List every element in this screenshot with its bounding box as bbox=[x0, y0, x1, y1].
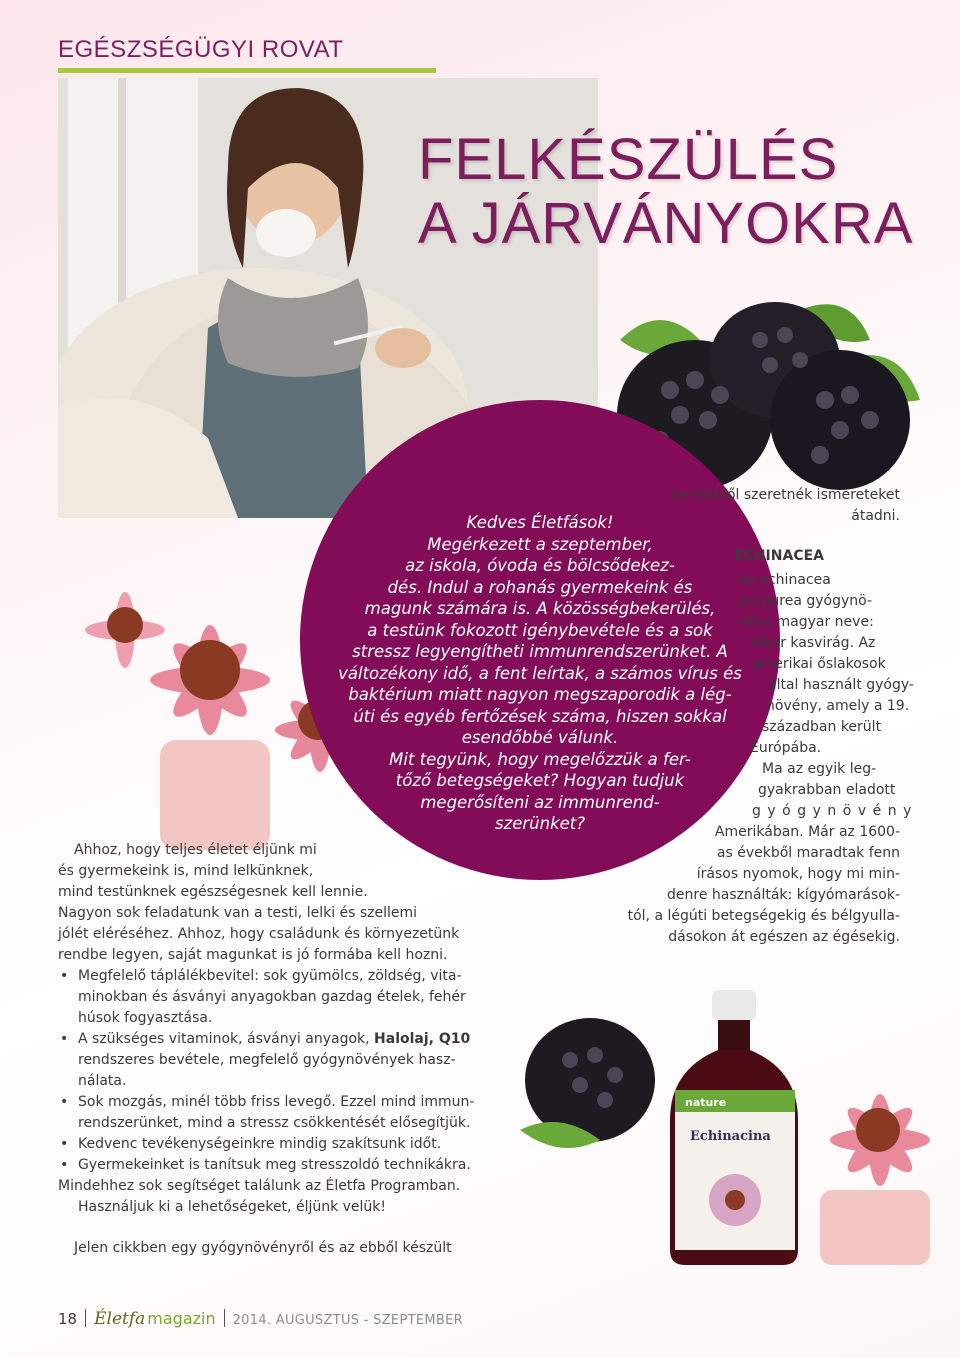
left-column-body bbox=[58, 840, 478, 966]
closing-line: Használjuk ki a lehetőségeket, éljünk velük! bbox=[78, 1199, 387, 1215]
tip-line: minokban és ásványi anyagokban gazdag ételek, fehér bbox=[78, 989, 466, 1005]
callout-line: szerünket? bbox=[494, 814, 586, 833]
callout-line: az iskola, óvoda és bölcsődekez- bbox=[405, 556, 675, 575]
rc-line: által használt gyógy- bbox=[768, 677, 914, 693]
rc-line: Ma az egyik leg- bbox=[762, 761, 877, 777]
tip-line: Megfelelő táplálékbevitel: sok gyümölcs, zöldség, vita- bbox=[78, 968, 462, 984]
tip-line bbox=[78, 1029, 488, 1050]
magazine-brand: Életfa bbox=[94, 1309, 146, 1329]
rc-line: dásokon át egészen az égésekig. bbox=[668, 929, 900, 945]
title-line-1: FELKÉSZÜLÉS bbox=[418, 127, 839, 192]
page-footer bbox=[58, 1306, 463, 1329]
tip-item bbox=[58, 966, 488, 1029]
bottle-brand: nature bbox=[685, 1096, 727, 1109]
footer-divider bbox=[224, 1309, 225, 1327]
rc-line: denre használták: kígyómarások- bbox=[667, 887, 900, 903]
rc-line: purpurea gyógynö- bbox=[738, 593, 873, 609]
tip-text: A szükséges vitaminok, ásványi anyagok, bbox=[78, 1031, 370, 1047]
tip-line: Kedvenc tevékenységeinkre mindig szakítsunk időt. bbox=[78, 1136, 442, 1152]
tip-line: nálata. bbox=[78, 1073, 127, 1089]
rc-line: amerikai őslakosok bbox=[752, 656, 886, 672]
body-line: rendbe legyen, saját magunkat is jó formába kell hozni. bbox=[58, 947, 448, 963]
bullet-icon: • bbox=[60, 1031, 69, 1047]
tip-item bbox=[58, 1155, 488, 1176]
bottle-label: Echinacina bbox=[690, 1129, 771, 1144]
highlight-products: Halolaj, Q10 bbox=[374, 1031, 471, 1047]
bullet-icon: • bbox=[60, 1136, 69, 1152]
magazine-word: magazin bbox=[147, 1309, 216, 1328]
section-label: EGÉSZSÉGÜGYI ROVAT bbox=[58, 36, 344, 63]
body-line: Nagyon sok feladatunk van a testi, lelki és szellemi bbox=[58, 905, 418, 921]
tip-line: rendszeres bevétele, megfelelő gyógynövények hasz- bbox=[78, 1052, 456, 1068]
callout-line: a testünk fokozott igénybevétele és a sok bbox=[367, 620, 713, 640]
rc-line: növény, amely a 19. bbox=[766, 698, 910, 714]
tip-item bbox=[58, 1092, 488, 1134]
callout-text bbox=[300, 512, 780, 835]
body-line: Ahhoz, hogy teljes életet éljünk mi bbox=[74, 842, 317, 858]
bullet-icon: • bbox=[60, 968, 69, 984]
closing-line: Mindehhez sok segítséget találunk az Életfa Programban. bbox=[58, 1178, 461, 1194]
callout-line: Mit tegyünk, hogy megelőzzük a fer- bbox=[389, 749, 691, 769]
footer-divider bbox=[85, 1309, 86, 1327]
rc-line: Amerikában. Már az 1600- bbox=[714, 824, 900, 840]
section-divider bbox=[58, 68, 436, 73]
intro-line: termékről szeretnék ismereteket bbox=[671, 487, 900, 503]
rc-line: as évekből maradtak fenn bbox=[716, 845, 900, 861]
rc-line: gyógynövény bbox=[752, 803, 918, 819]
callout-line: baktérium miatt nagyon megszaporodik a lég- bbox=[348, 685, 732, 704]
intro-line: átadni. bbox=[851, 508, 900, 524]
callout-line: megerősíteni az immunrend- bbox=[420, 792, 660, 812]
echinacea-heading: ECHINACEA bbox=[734, 548, 824, 564]
rc-line: Az echinacea bbox=[738, 572, 831, 588]
callout-line: stressz legyengítheti immunrendszerünket. A bbox=[352, 642, 728, 661]
issue-date: 2014. AUGUSZTUS - SZEPTEMBER bbox=[232, 1313, 463, 1328]
bullet-icon: • bbox=[60, 1157, 69, 1173]
right-column-tail bbox=[600, 822, 900, 948]
callout-line: úti és egyéb fertőzések száma, hiszen sokkal bbox=[353, 706, 727, 726]
callout-line: esendőbbé válunk. bbox=[461, 728, 619, 747]
rc-line: írásos nyomok, hogy mi min- bbox=[696, 866, 900, 882]
tip-line: rendszerünket, mind a stressz csökkentését elősegítjük. bbox=[78, 1115, 471, 1131]
callout-line: Megérkezett a szeptember, bbox=[427, 534, 653, 554]
tips-list bbox=[58, 966, 488, 1218]
right-column-body bbox=[738, 570, 918, 822]
tip-item bbox=[58, 1134, 488, 1155]
callout-line: Kedves Életfások! bbox=[466, 513, 614, 532]
body-line: jólét eléréséhez. Ahhoz, hogy családunk és környezetünk bbox=[58, 926, 460, 942]
rc-line: Európába. bbox=[750, 740, 822, 756]
tip-line: Sok mozgás, minél több friss levegő. Ezzel mind immun- bbox=[78, 1094, 475, 1110]
article-title bbox=[418, 128, 938, 256]
rc-line: tól, a légúti betegségekig és bélgyulla- bbox=[627, 908, 900, 924]
callout-line: változékony idő, a fent leírtak, a számos vírus és bbox=[338, 663, 742, 683]
body-line: és gyermekeink is, mind lelkünknek, bbox=[58, 863, 314, 879]
callout-line: dés. Indul a rohanás gyermekeink és bbox=[387, 577, 693, 597]
body-line: mind testünknek egészségesnek kell lennie. bbox=[58, 884, 368, 900]
right-column-intro bbox=[640, 485, 900, 527]
echinacina-bottle-photo bbox=[520, 990, 950, 1270]
bullet-icon: • bbox=[60, 1094, 69, 1110]
rc-line: bíbor kasvirág. Az bbox=[750, 635, 876, 651]
rc-line: vény magyar neve: bbox=[738, 614, 874, 630]
tip-line: Gyermekeinket is tanítsuk meg stresszoldó technikákra. bbox=[78, 1157, 471, 1173]
tip-item bbox=[58, 1029, 488, 1092]
tip-line: húsok fogyasztása. bbox=[78, 1010, 213, 1026]
callout-line: tőző betegségeket? Hogyan tudjuk bbox=[395, 771, 685, 790]
continuation-line: Jelen cikkben egy gyógynövényről és az ebből készült bbox=[74, 1240, 452, 1256]
callout-line: magunk számára is. A közösségbekerülés, bbox=[364, 599, 716, 618]
rc-line: században került bbox=[762, 719, 882, 735]
page-number: 18 bbox=[58, 1310, 78, 1328]
title-line-2: A JÁRVÁNYOKRA bbox=[418, 191, 914, 256]
rc-line: gyakrabban eladott bbox=[758, 782, 896, 798]
